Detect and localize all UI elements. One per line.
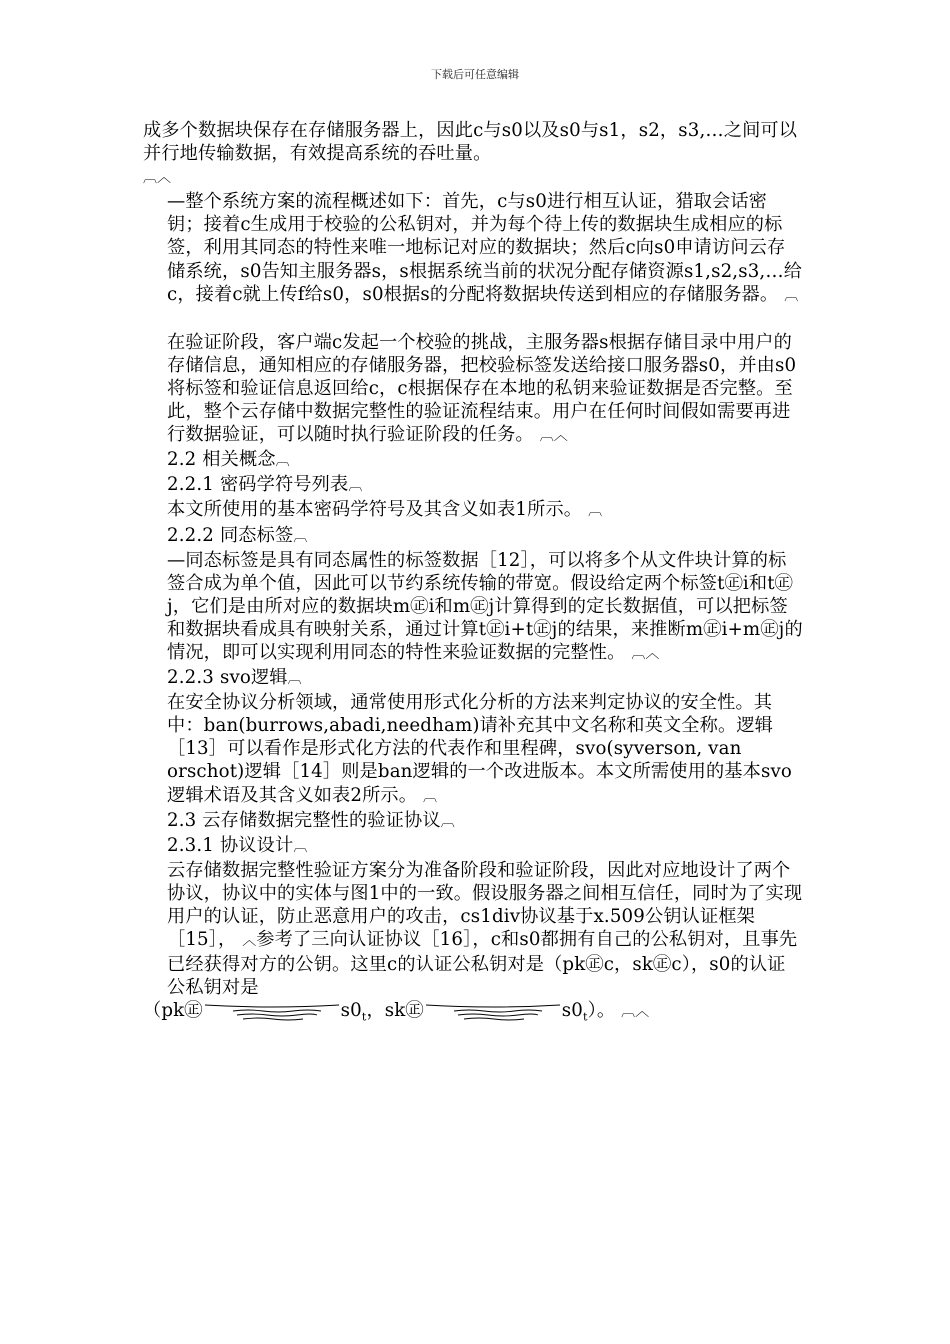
document-body (143, 119, 803, 1029)
paragraph-7 (143, 859, 803, 1000)
section-heading-2-2-1-text: 2.2.1 密码学符号列表 (167, 474, 349, 496)
section-heading-2-3 (143, 809, 803, 834)
section-heading-2-2-text: 2.2 相关概念 (167, 449, 276, 471)
formula-open: （pk㊣ (143, 1000, 203, 1022)
formula-close: ）。 (587, 1000, 616, 1022)
paragraph-7-text-a: 云存储数据完整性验证方案分为准备阶段和验证阶段，因此对应地设计了两个协议，协议中的实体与图1中的一致。假设服务器之间相互信任，同时为了实现用户的认证，防止恶意用户的攻击，cs1div协议基于x.509公钥认证框架［15］， (167, 859, 803, 951)
paragraph-6 (143, 691, 803, 808)
paragraph-2 (143, 190, 803, 307)
paragraph-6-text: 在安全协议分析领域，通常使用形式化分析的方法来判定协议的安全性。其中：ban(burrows,abadi,needham)请补充其中文名称和英文全称。逻辑［13］可以看作是形式化方法的代表作和里程碑，svo(syverson, van orschot)逻辑［14］则是ban逻辑的一个改进版本。本文所需使用的基本svo逻辑术语及其含义如表2所示。 (167, 692, 792, 806)
paragraph-4 (143, 498, 803, 523)
formula-sep: ，sk㊣ (366, 1000, 424, 1022)
page-header: 下载后可任意编辑 (431, 68, 519, 81)
section-heading-2-2-3-text: 2.2.3 svo逻辑 (167, 667, 288, 689)
paragraph-1 (143, 119, 803, 190)
edit-mark-icon: ︹ (588, 503, 603, 520)
paragraph-3 (143, 331, 803, 448)
paragraph-2-text: —整个系统方案的流程概述如下：首先，c与s0进行相互认证，猎取会话密钥；接着c生成用于校验的公私钥对，并为每个待上传的数据块生成相应的标签，利用其同态的特性来唯一地标记对应的数据块；然后c向s0申请访问云存储系统，s0告知主服务器s，s根据系统当前的状况分配存储资源s1,s2,s3,…给c，接着c就上传f给s0，s0根据s的分配将数据块传送到相应的存储服务器。 (167, 191, 803, 305)
section-heading-2-3-1 (143, 834, 803, 859)
formula-line (143, 999, 803, 1029)
paragraph-4-text: 本文所使用的基本密码学符号及其含义如表1所示。 (167, 499, 583, 521)
edit-mark-icon: ︹︿ (631, 645, 660, 662)
edit-mark-icon: ︹ (275, 453, 290, 470)
paragraph-1-text: 成多个数据块保存在存储服务器上，因此c与s0以及s0与s1，s2，s3,…之间可以并行地传输数据，有效提高系统的吞吐量。 (143, 120, 798, 165)
formula-s0-b: s0 (561, 1000, 583, 1022)
overbrace-icon (203, 1001, 341, 1021)
edit-mark-icon: ︹ (348, 478, 363, 495)
section-heading-2-2-1 (143, 473, 803, 498)
formula-sub-a: t (361, 1011, 367, 1025)
section-heading-2-3-text: 2.3 云存储数据完整性的验证协议 (167, 809, 441, 831)
section-heading-2-2-2-text: 2.2.2 同态标签 (167, 524, 294, 546)
overbrace-icon (424, 1001, 562, 1021)
edit-mark-icon: ︹ (287, 671, 302, 688)
edit-mark-icon: ︹ (423, 788, 438, 805)
edit-mark-icon: ︹︿ (143, 170, 171, 187)
edit-mark-icon: ︹ (293, 838, 308, 855)
section-heading-2-2-2 (143, 524, 803, 549)
paragraph-3-text: 在验证阶段，客户端c发起一个校验的挑战，主服务器s根据存储目录中用户的存储信息，通知相应的存储服务器，把校验标签发送给接口服务器s0，并由s0将标签和验证信息返回给c，c根据保存在本地的私钥来验证数据是否完整。至此，整个云存储中数据完整性的验证流程结束。用户在任何时间假如需要再进行数据验证，可以随时执行验证阶段的任务。 (167, 331, 797, 446)
edit-mark-icon: ︹ (293, 528, 308, 545)
blank-line (143, 308, 803, 331)
edit-mark-icon: ︹︿ (539, 428, 568, 445)
section-heading-2-2-3 (143, 666, 803, 691)
formula-s0-a: s0 (340, 1000, 362, 1022)
formula-sub-b: t (583, 1011, 588, 1025)
edit-mark-icon: ︹ (440, 813, 455, 830)
section-heading-2-3-1-text: 2.3.1 协议设计 (167, 834, 294, 856)
paragraph-5 (143, 549, 803, 666)
section-heading-2-2 (143, 448, 803, 473)
edit-mark-icon: ︹ (784, 287, 799, 304)
edit-mark-icon: ︿ (242, 933, 257, 950)
edit-mark-icon: ︹︿ (621, 1004, 650, 1021)
paragraph-5-text: —同态标签是具有同态属性的标签数据［12］，可以将多个从文件块计算的标签合成为单个值，因此可以节约系统传输的带宽。假设给定两个标签t㊣i和t㊣j，它们是由所对应的数据块m㊣i和m㊣j计算得到的定长数据值，可以把标签和数据块看成具有映射关系，通过计算t㊣i+t㊣j的结果，来推断m㊣i+m㊣j的情况，即可以实现利用同态的特性来验证数据的完整性。 (167, 549, 803, 663)
paragraph-7-text-b: 参考了三向认证协议［16］，c和s0都拥有自己的公私钥对，且事先已经获得对方的公钥。这里c的认证公私钥对是（pk㊣c，sk㊣c），s0的认证公私钥对是 (167, 929, 798, 999)
